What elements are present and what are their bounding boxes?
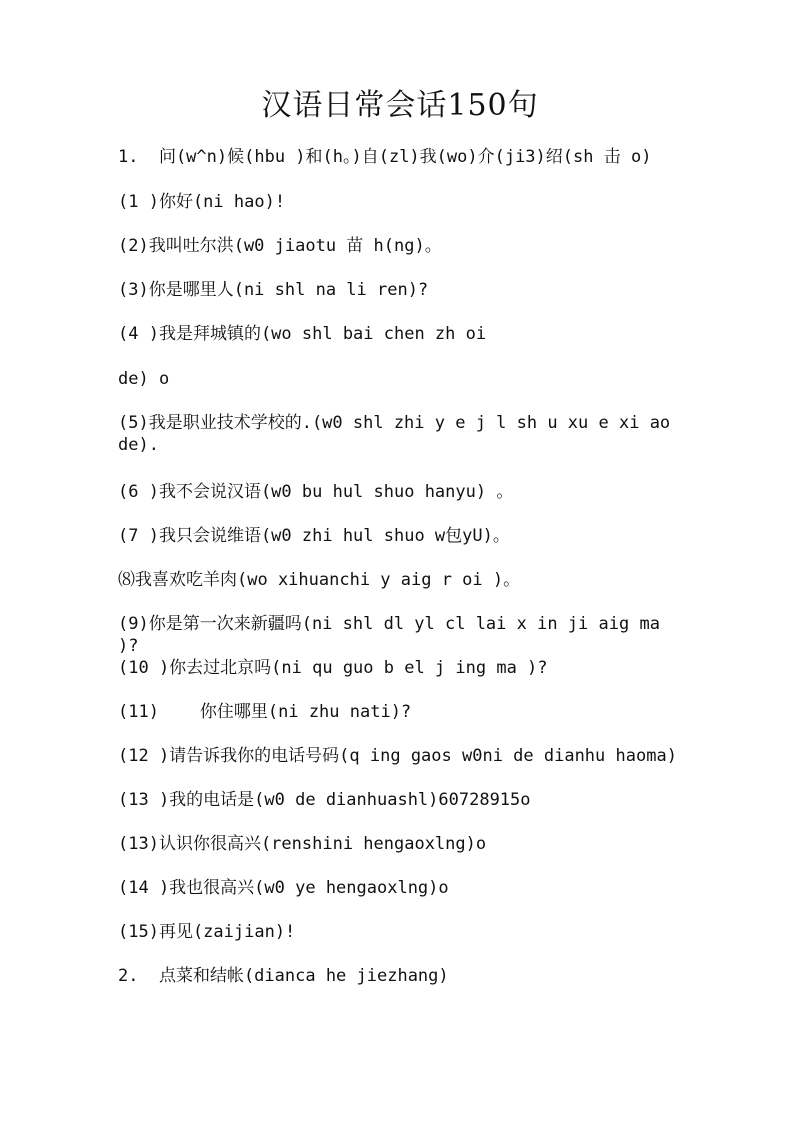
phrase-line: (2)我叫吐尔洪(w0 jiaotu 苗 h(ng)。: [118, 236, 442, 256]
phrase-line: (6 )我不会说汉语(w0 bu hul shuo hanyu) 。: [118, 482, 514, 502]
phrase-line: (14 )我也很高兴(w0 ye hengaoxlng)o: [118, 878, 449, 898]
phrase-line: (12 )请告诉我你的电话号码(q ing gaos w0ni de dianhu haoma): [118, 746, 677, 766]
phrase-line: (13)认识你很高兴(renshini hengaoxlng)o: [118, 834, 487, 854]
phrase-line: (7 )我只会说维语(w0 zhi hul shuo w包yU)。: [118, 526, 510, 546]
phrase-line: ⑻我喜欢吃羊肉(wo xihuanchi y aig r oi )。: [118, 570, 521, 590]
phrase-line: (13 )我的电话是(w0 de dianhuashl)60728915o: [118, 790, 531, 810]
section-heading: 2. 点菜和结帐(dianca he jiezhang): [118, 966, 449, 986]
phrase-line: (5)我是职业技术学校的.(w0 shl zhi y e j l sh u xu e xi ao de).: [118, 413, 681, 455]
phrase-line: de) o: [118, 369, 170, 389]
phrase-line: (15)再见(zaijian)!: [118, 922, 296, 942]
phrase-line: (11) 你住哪里(ni zhu nati)?: [118, 702, 412, 722]
phrase-line: (10 )你去过北京吗(ni qu guo b el j ing ma )?: [118, 658, 548, 678]
phrase-line: (9)你是第一次来新疆吗(ni shl dl yl cl lai x in ji aig ma )?: [118, 614, 671, 656]
document-title: 汉语日常会话150句: [261, 88, 539, 123]
phrase-line: (4 )我是拜城镇的(wo shl bai chen zh oi: [118, 324, 487, 344]
phrase-line: (3)你是哪里人(ni shl na li ren)?: [118, 280, 429, 300]
section-heading: 1. 问(w^n)候(hbu )和(h。)自(zl)我(wo)介(ji3)绍(sh 击 o): [118, 147, 652, 167]
phrase-line: (1 )你好(ni hao)!: [118, 192, 286, 212]
